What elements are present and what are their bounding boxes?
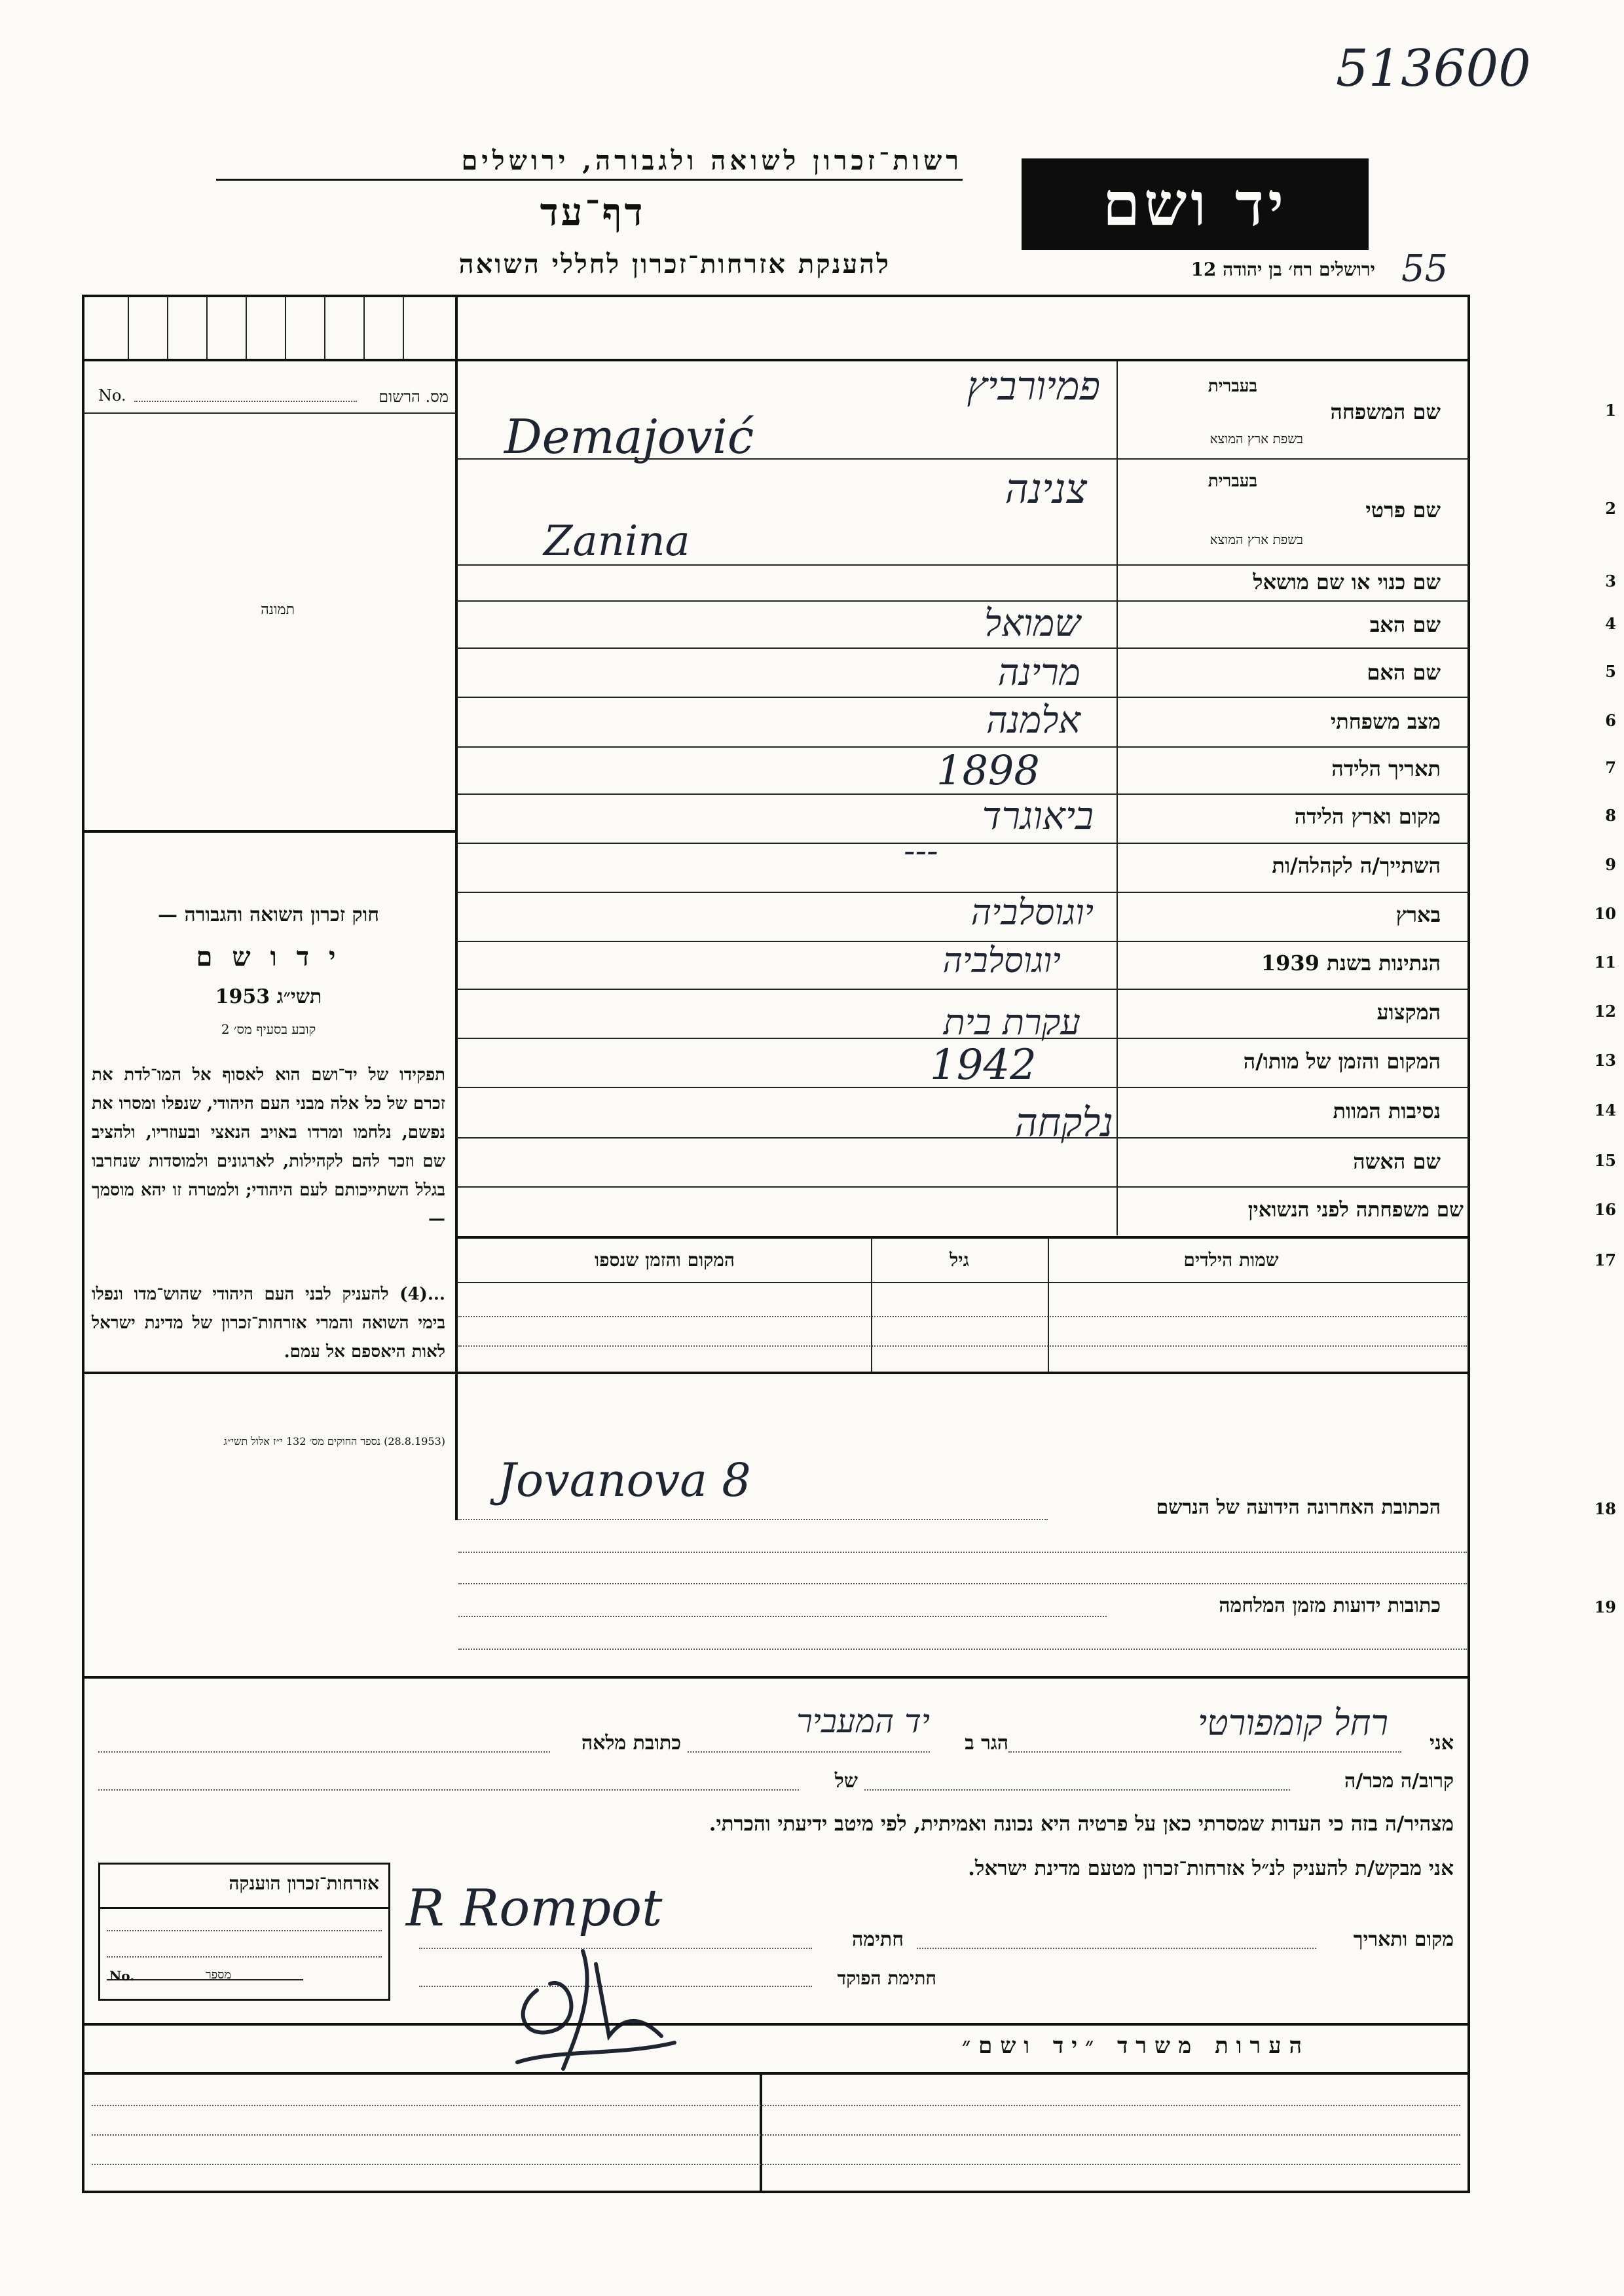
field-18-value: Jovanova 8	[498, 1453, 751, 1507]
field-15-num: 15	[1594, 1151, 1616, 1170]
office-notes-title: הערות משרד ״יד ושם״	[962, 2033, 1310, 2059]
address: ירושלים רח׳ בן יהודה 12	[1190, 259, 1375, 280]
field-8-label: מקום וארץ הלידה	[1294, 804, 1441, 829]
field-3-label: שם כנוי או שם מושאל	[1253, 570, 1441, 594]
field-6-value: אלמנה	[986, 699, 1080, 742]
law-section: קובע בסעיף מס׳ 2	[221, 1021, 316, 1037]
field-11-num: 11	[1594, 953, 1616, 972]
no-label: No.	[98, 386, 126, 405]
field-2-sub-native: בשפת ארץ המוצא	[1209, 532, 1303, 547]
field-2-label: שם פרטי	[1365, 498, 1441, 522]
field-12-label: המקצוע	[1376, 1000, 1441, 1025]
field-14-label: נסיבות המוות	[1333, 1099, 1441, 1123]
field-19-num: 19	[1594, 1597, 1616, 1616]
officer-signature-scribble	[498, 1938, 694, 2088]
field-2-value-hebrew: צנינה	[1005, 465, 1087, 513]
logo-text: יד ושם	[1102, 169, 1288, 240]
relative-label: קרוב/ה מכר/ה	[1344, 1770, 1454, 1793]
field-1-sub-native: בשפת ארץ המוצא	[1209, 431, 1303, 446]
field-10-label: בארץ	[1395, 902, 1441, 927]
field-4-value: שמואל	[984, 602, 1080, 645]
field-1-sub-hebrew: בעברית	[1208, 376, 1257, 396]
field-3-num: 3	[1605, 572, 1616, 591]
field-13-label: המקום והזמן של מותו/ה	[1243, 1049, 1441, 1074]
field-9-value: ---	[904, 831, 938, 871]
field-12-num: 12	[1594, 1002, 1616, 1021]
field-14-value: נלקחה	[1014, 1100, 1113, 1146]
declarant-address: יד המעביר	[796, 1702, 930, 1740]
law-paragraph-1: תפקידו של יד־ושם הוא לאסוף אל המו־לדת את זכרם של כל אלה מבני העם היהודי, שנפלו ומסרו את נפשם, נלחמו ומרדו באויב הנאצי ובעוזריו, ולהציב שם וזכר להם לקהילות, לארגונים ולמוסדות שנחרבו בגלל השתייכותם לעם היהודי; ולמטרה זו יהא מוסמך —	[92, 1065, 445, 1229]
field-1-num: 1	[1605, 401, 1616, 420]
page-number: 55	[1401, 247, 1449, 290]
field-8-value: ביאוגרד	[982, 793, 1094, 838]
declaration-ani: אני	[1430, 1732, 1454, 1755]
citizenship-no-label: No.	[109, 1968, 135, 1984]
field-1-value-native: Demajović	[504, 409, 754, 464]
law-paragraph-2: ...(4) להעניק לבני העם היהודי שהוש־מדו ונפלו בימי השואה והמרי אזרחות־זכרון של מדינת ישראל לאות היאספם אל עמם.	[92, 1285, 445, 1362]
field-14-num: 14	[1594, 1101, 1616, 1120]
field-5-label: שם האם	[1367, 660, 1441, 685]
field-4-label: שם האב	[1369, 612, 1441, 637]
citizenship-box-title: אזרחות־זכרון הוענקה	[229, 1872, 379, 1894]
field-1-label: שם המשפחה	[1330, 399, 1441, 424]
field-11-label: הנתינות בשנת 1939	[1261, 951, 1441, 975]
yad-vashem-logo	[1022, 158, 1369, 250]
field-17-num: 17	[1594, 1250, 1616, 1269]
field-11-value: יוגוסלביה	[942, 941, 1061, 981]
children-names-header: שמות הילדים	[1183, 1249, 1279, 1271]
field-8-num: 8	[1605, 806, 1616, 825]
field-2-value-native: Zanina	[544, 517, 690, 566]
field-1-value-hebrew: פמיורביץ	[967, 363, 1100, 409]
citizenship-number-label: מספר	[205, 1968, 231, 1982]
field-5-num: 5	[1605, 662, 1616, 681]
field-9-num: 9	[1605, 855, 1616, 874]
authority-title: רשות־זכרון לשואה ולגבורה, ירושלים	[216, 145, 963, 181]
full-address-label: כתובת מלאה	[581, 1732, 681, 1755]
field-16-label: שם משפחתה לפני הנשואין	[1247, 1198, 1464, 1222]
declaration-statement-2: אני מבקש/ת להעניק לנ״ל אזרחות־זכרון מטעם מדינת ישראל.	[968, 1857, 1454, 1880]
field-10-num: 10	[1594, 904, 1616, 923]
officer-signature-label: חתימת הפוקד	[837, 1967, 936, 1989]
field-12-value: עקרת בית	[943, 1002, 1080, 1043]
declarant-name: רחל קומפורטי	[1197, 1702, 1388, 1743]
field-7-num: 7	[1605, 758, 1616, 777]
resides-at-label: הגר ב	[965, 1732, 1008, 1755]
of-label: של	[834, 1770, 858, 1793]
form-title: דף־עד	[540, 190, 646, 234]
place-date-label: מקום ותאריך	[1353, 1928, 1454, 1951]
field-18-label: הכתובת האחרונה הידועה של הנרשם	[1156, 1496, 1441, 1519]
archive-number: 513600	[1336, 39, 1531, 98]
law-year: תשי״ג 1953	[215, 985, 322, 1008]
field-15-label: שם האשה	[1353, 1149, 1441, 1174]
field-9-label: השתייך/ה לקהלה/ות	[1272, 853, 1441, 878]
field-18-num: 18	[1594, 1499, 1616, 1518]
field-13-num: 13	[1594, 1051, 1616, 1070]
field-7-label: תאריך הלידה	[1331, 756, 1441, 781]
field-4-num: 4	[1605, 614, 1616, 633]
children-age-header: גיל	[950, 1249, 969, 1271]
signature-label: חתימה	[852, 1928, 904, 1951]
field-7-value: 1898	[936, 746, 1040, 794]
photo-label: תמונה	[261, 602, 295, 618]
law-title: חוק זכרון השואה והגבורה —	[158, 903, 379, 926]
signature-value: R Rompot	[406, 1879, 663, 1938]
declaration-statement-1: מצהיר/ה בזה כי העדות שמסרתי כאן על פרטיה היא נכונה ואמיתית, לפי מיטב ידיעתי והכרתי.	[709, 1812, 1454, 1836]
field-10-value: יוגוסלביה	[970, 892, 1094, 933]
registration-label: מס. הרשום	[378, 388, 449, 406]
citizenship-box	[98, 1863, 390, 2001]
children-place-header: המקום והזמן שנספו	[595, 1249, 735, 1271]
field-13-value: 1942	[930, 1041, 1037, 1089]
field-2-num: 2	[1605, 499, 1616, 518]
field-16-num: 16	[1594, 1200, 1616, 1219]
field-19-label: כתובות ידועות מזמן המלחמה	[1219, 1594, 1441, 1617]
field-6-label: מצב משפחתי	[1330, 709, 1441, 734]
field-2-sub-hebrew: בעברית	[1208, 471, 1257, 491]
field-5-value: מרינה	[997, 651, 1080, 694]
form-subtitle: להענקת אזרחות־זכרון לחללי השואה	[458, 249, 891, 280]
law-name: י ד ו ש ם	[196, 941, 341, 972]
law-reference: (28.8.1953) נספר החוקים מס׳ 132 י״ז אלול תשי״ג	[223, 1435, 445, 1448]
field-6-num: 6	[1605, 711, 1616, 730]
